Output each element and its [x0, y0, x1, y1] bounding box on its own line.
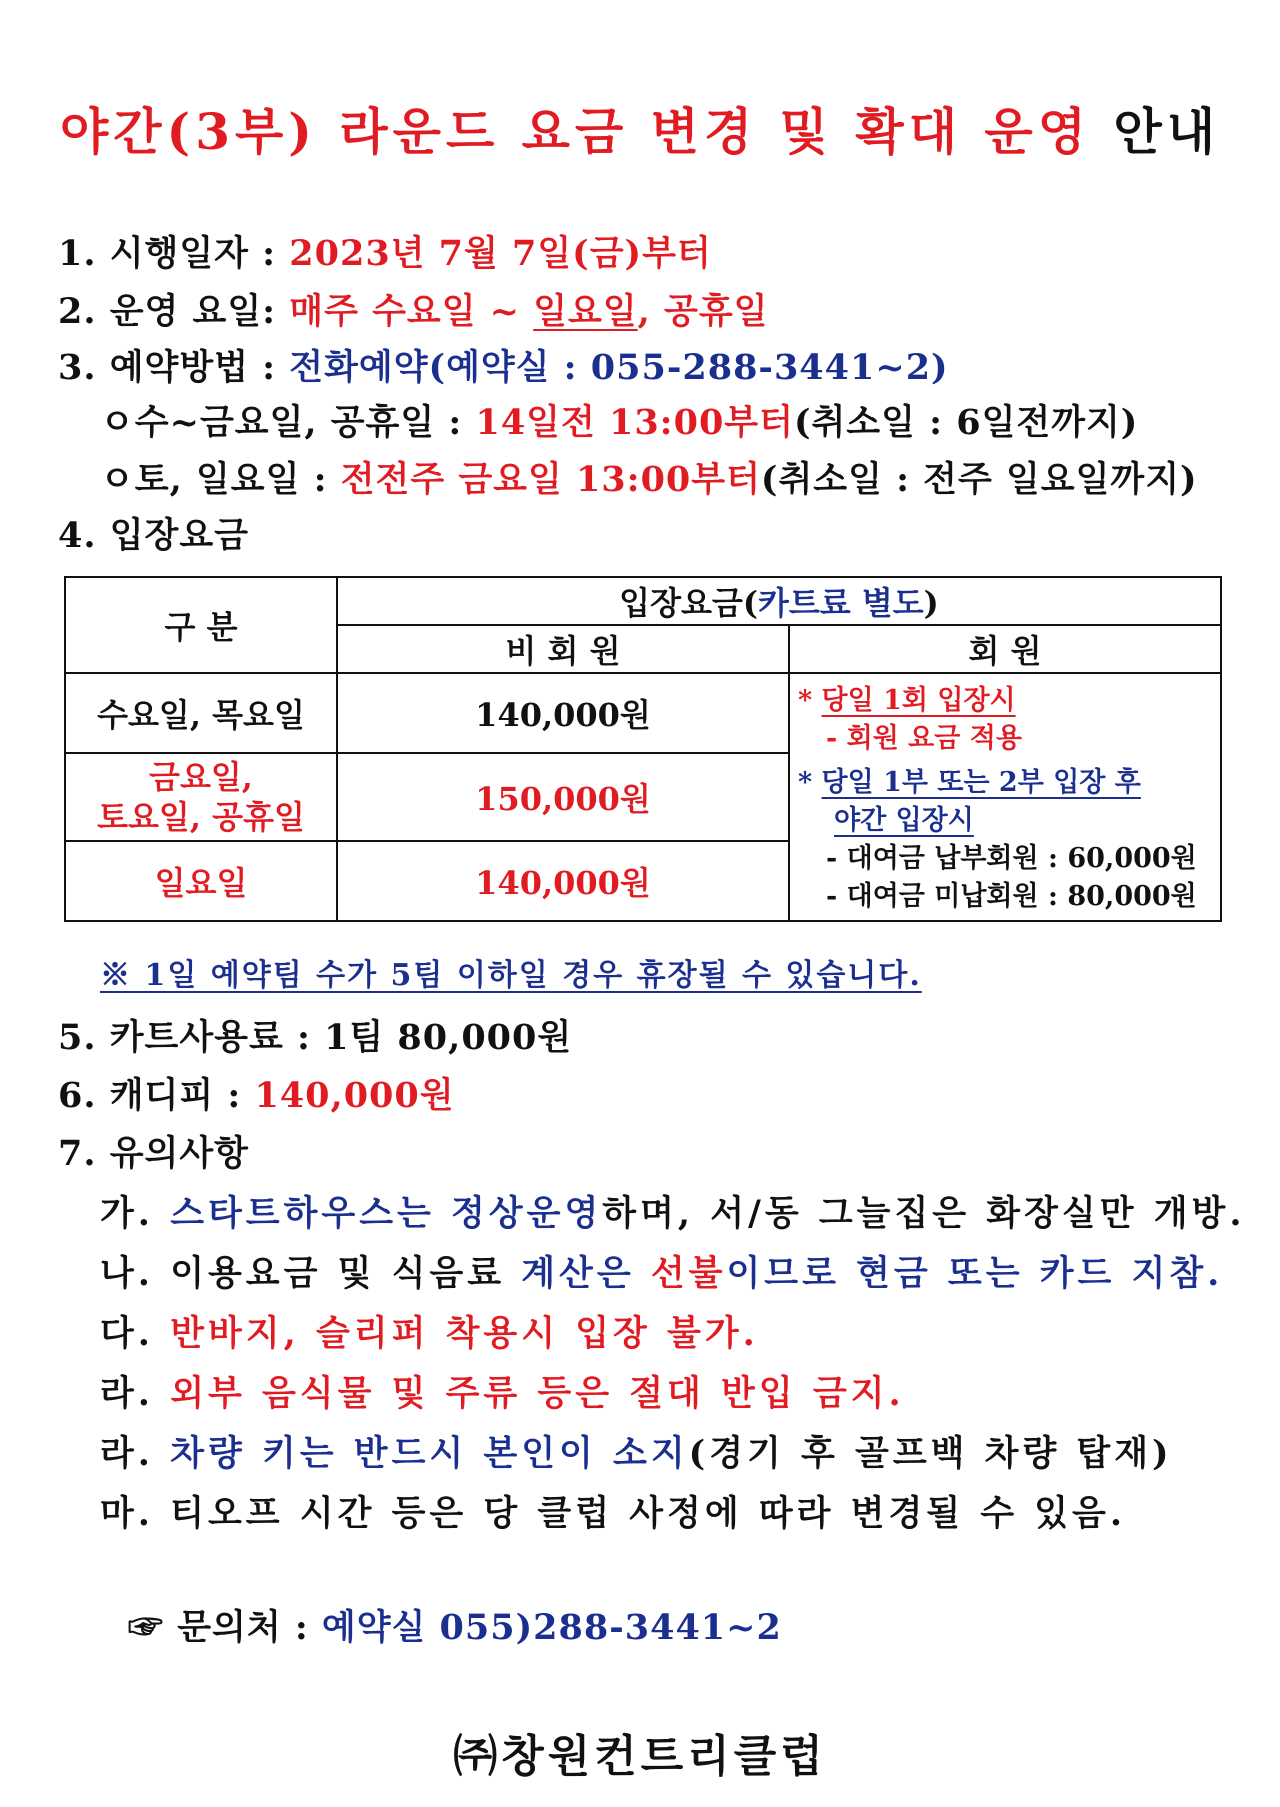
- note-na: 나. 이용요금 및 식음료 계산은 선불이므로 현금 또는 카드 지참.: [100, 1253, 1224, 1294]
- contact-info: ☞ 문의처 : 예약실 055)288-3441~2: [128, 1607, 782, 1648]
- note-ra-food: 라. 외부 음식물 및 주류 등은 절대 반입 금지.: [100, 1373, 905, 1414]
- contact-phone: 예약실 055)288-3441~2: [321, 1607, 782, 1648]
- section-fees: 4. 입장요금: [58, 515, 249, 556]
- start-date-value: 2023년 7월 7일(금)부터: [289, 233, 712, 274]
- reservation-phone: 전화예약(예약실 : 055-288-3441~2): [289, 347, 949, 388]
- category-fri-sat-holiday: 금요일, 토요일, 공휴일: [65, 753, 337, 841]
- title-suffix: 안내: [1113, 102, 1221, 161]
- fee-wed-thu: 140,000원: [337, 673, 789, 753]
- category-sunday: 일요일: [65, 841, 337, 921]
- section-cart-fee: 5. 카트사용료 : 1팀 80,000원: [58, 1017, 573, 1058]
- club-name: ㈜창원컨트리클럽: [453, 1731, 827, 1782]
- section-reservation: 3. 예약방법 : 전화예약(예약실 : 055-288-3441~2): [58, 347, 949, 388]
- fee-sunday: 140,000원: [337, 841, 789, 921]
- note-ga: 가. 스타트하우스는 정상운영하며, 서/동 그늘집은 화장실만 개방.: [100, 1193, 1246, 1234]
- section-operating-days: 2. 운영 요일: 매주 수요일 ~ 일요일, 공휴일: [58, 291, 769, 332]
- note-da: 다. 반바지, 슬리퍼 착용시 입장 불가.: [100, 1313, 759, 1354]
- title-highlight: 야간(3부) 라운드 요금 변경 및 확대 운영: [59, 102, 1092, 161]
- section-caddie-fee: 6. 캐디피 : 140,000원: [58, 1075, 455, 1116]
- closure-notice: ※ 1일 예약팀 수가 5팀 이하일 경우 휴장될 수 있습니다.: [100, 958, 922, 993]
- note-ra-car-key: 라. 차량 키는 반드시 본인이 소지(경기 후 골프백 차량 탑재): [100, 1433, 1173, 1474]
- header-member: 회 원: [789, 625, 1221, 673]
- member-fee-notes: * 당일 1회 입장시 - 회원 요금 적용 * 당일 1부 또는 2부 입장 후 야간 입장시 - 대여금 납부회원 : 60,000원 - 대여금 미납회원 : 80,000원: [789, 673, 1221, 921]
- fee-fri-sat-holiday: 150,000원: [337, 753, 789, 841]
- section-start-date: 1. 시행일자 : 2023년 7월 7일(금)부터: [58, 233, 712, 274]
- section-precautions: 7. 유의사항: [58, 1133, 249, 1174]
- category-wed-thu: 수요일, 목요일: [65, 673, 337, 753]
- reservation-weekday: ㅇ수~금요일, 공휴일 : 14일전 13:00부터(취소일 : 6일전까지): [100, 402, 1139, 443]
- pointing-hand-icon: ☞: [128, 1607, 165, 1648]
- header-category: 구 분: [65, 577, 337, 673]
- fee-table: [64, 576, 1222, 922]
- reservation-weekend: ㅇ토, 일요일 : 전전주 금요일 13:00부터(취소일 : 전주 일요일까지): [100, 459, 1198, 500]
- note-ma: 마. 티오프 시간 등은 당 클럽 사정에 따라 변경될 수 있음.: [100, 1493, 1127, 1534]
- header-nonmember: 비 회 원: [337, 625, 789, 673]
- page-title: [0, 92, 1280, 164]
- header-fee: 입장요금(카트료 별도): [337, 577, 1221, 625]
